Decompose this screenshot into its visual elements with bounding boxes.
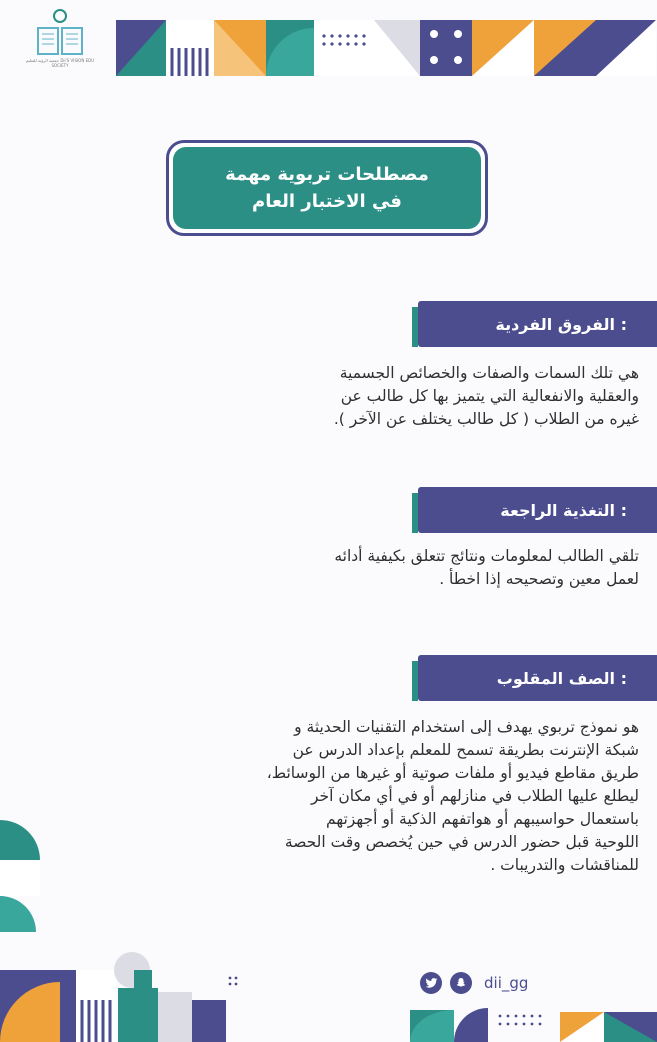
social-links [420, 970, 528, 996]
title-panel [173, 147, 481, 229]
twitter-icon[interactable] [420, 972, 442, 994]
body-line: تلقي الطالب لمعلومات ونتائج تتعلق بكيفية أدائه [334, 547, 639, 565]
section-heading-individual-differences [418, 301, 657, 347]
bottom-decoration [0, 820, 657, 1042]
section-heading-feedback [418, 487, 657, 533]
body-line: اللوحية قبل حضور الدرس في حين يُخصص وقت الحصة [284, 833, 639, 851]
title-line-2: في الاختبار العام [252, 191, 402, 212]
heading-accent [412, 307, 418, 347]
section-body-feedback [169, 545, 639, 591]
top-banner-decoration [116, 20, 656, 76]
snapchat-icon[interactable] [450, 972, 472, 994]
section-heading-label: الفروق الفردية : [495, 314, 627, 334]
section-heading-label: الصف المقلوب : [496, 668, 627, 688]
body-line: غيره من الطلاب ( كل طالب يختلف عن الآخر ). [333, 410, 639, 428]
heading-accent [412, 493, 418, 533]
logo-caption: جمعية الرؤية للتعليم Dii'S VISION EDU SOCIETY [25, 58, 95, 68]
body-line: للمناقشات والتدريبات . [490, 856, 639, 874]
heading-accent [412, 661, 418, 701]
body-line: لعمل معين وتصحيحه إذا اخطأ . [439, 570, 639, 588]
title-line-1: مصطلحات تربوية مهمة [225, 164, 429, 185]
body-line: ليطلع عليها الطلاب في منازلهم أو في أي مكان آخر [310, 787, 639, 805]
body-line: والعقلية والانفعالية التي يتميز بها كل طالب عن [340, 387, 639, 405]
section-body-individual-differences [169, 362, 639, 431]
social-handle: dii_gg [484, 974, 529, 992]
body-line: هو نموذج تربوي يهدف إلى استخدام التقنيات الحديثة و [294, 718, 639, 736]
body-line: هي تلك السمات والصفات والخصائص الجسمية [339, 364, 639, 382]
body-line: طريق مقاطع فيديو أو ملفات صوتية أو غيرها من الوسائط، [266, 764, 639, 782]
title-card [166, 140, 488, 236]
body-line: باستعمال حواسيبهم أو هواتفهم الذكية أو أجهزتهم [326, 810, 639, 828]
body-line: شبكة الإنترنت بطريقة تسمح للمعلم بإعداد الدرس عن [292, 741, 639, 759]
section-heading-label: التغذية الراجعة : [500, 500, 627, 520]
section-heading-flipped-classroom [418, 655, 657, 701]
